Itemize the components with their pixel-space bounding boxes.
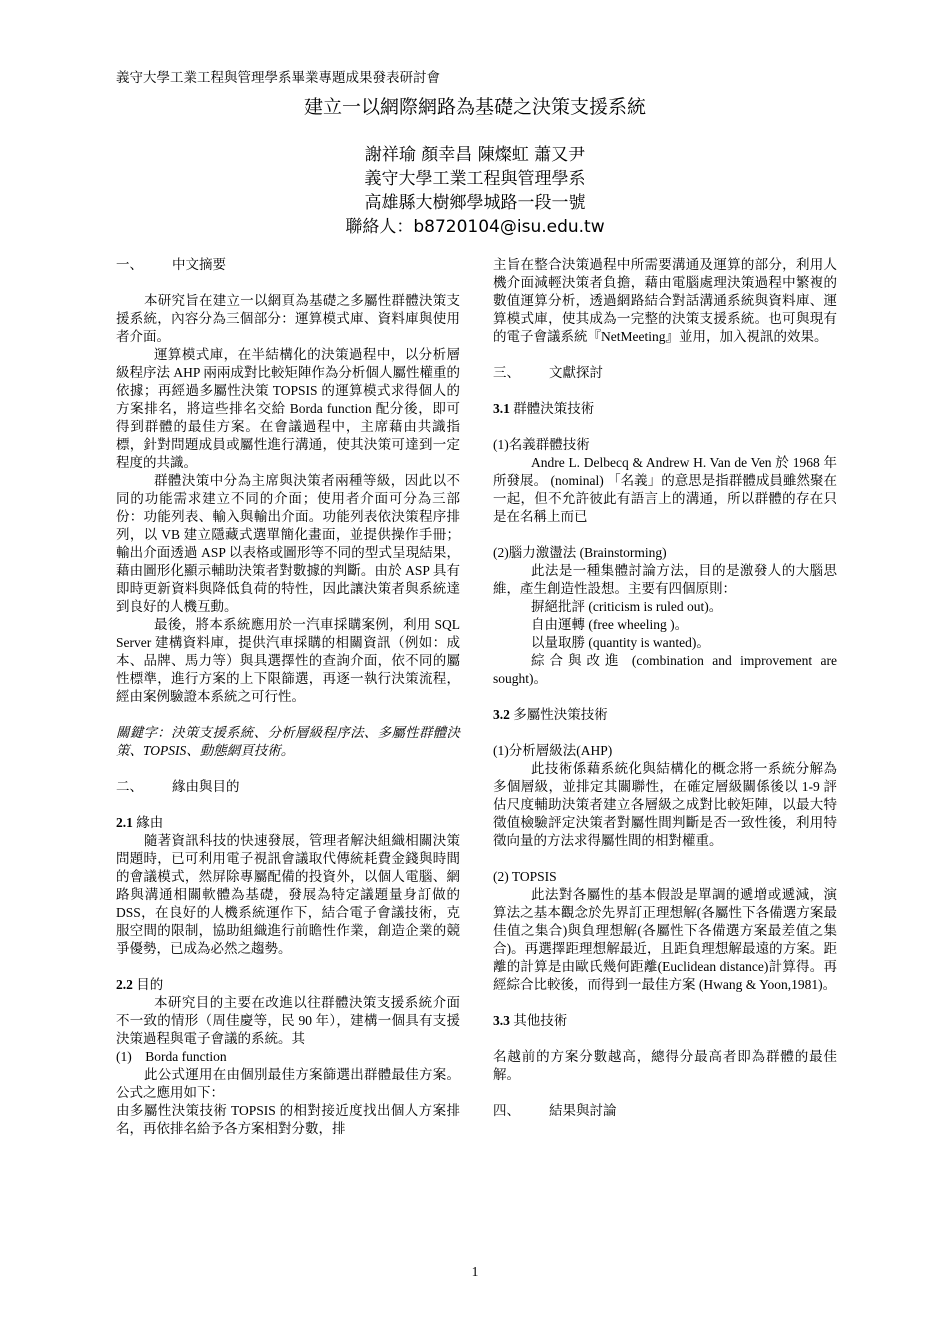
paragraph: 由多屬性決策技術 TOPSIS 的相對接近度找出個人方案排名，再依排名給予各方案相對分數，排 [116, 1103, 460, 1136]
subsection-heading: 2.1 緣由 [116, 815, 164, 830]
conference-header: 義守大學工業工程與管理學系畢業專題成果發表研討會 [116, 70, 440, 86]
paragraph: 此公式運用在由個別最佳方案篩選出群體最佳方案。公式之應用如下： [116, 1067, 460, 1100]
subsection-heading: 3.2 多屬性決策技術 [493, 707, 608, 722]
paragraph: 主旨在整合決策過程中所需要溝通及運算的部分，利用人機介面減輕決策者負擔，藉由電腦處理決策過程中繁複的數值運算分析，透過網路結合對話溝通系統與資料庫、運算模式庫，使其成為一完整的決策支援系統。也可與現有的電子會議系統『NetMeeting』並用，加入視訊的效果。 [493, 257, 837, 344]
paper-title: 建立一以網際網路為基礎之決策支援系統 [303, 96, 646, 118]
paragraph: 此技術係藉系統化與結構化的概念將一系統分解為多個層級，並排定其關聯性，在確定層級關係後以 1-9 評估尺度輔助決策者建立各層級之成對比較矩陣，以最大特徵值檢驗評定決策者對屬性間判斷是否一致性後，利用特徵向量的方法求得屬性間的相對權重。 [493, 761, 837, 848]
paragraph: 本研究旨在建立一以網頁為基礎之多屬性群體決策支援系統，內容分為三個部分：運算模式庫、資料庫與使用者介面。 [116, 293, 460, 344]
paragraph: 此法是一種集體討論方法，目的是激發人的大腦思維，產生創造性設想。主要有四個原則： [493, 563, 837, 596]
list-item: (1) Borda function [116, 1049, 227, 1064]
paragraph: 最後，將本系統應用於一汽車採購案例，利用 SQL Server 建構資料庫，提供汽車採購的相關資訊（例如：成本、品牌、馬力等）與具選擇性的查詢介面，依不同的屬性標準，進行方案的上下限篩選，再逐一執行決策流程，經由案例驗證本系統之可行性。 [116, 617, 460, 704]
paragraph: 本研究目的主要在改進以往群體決策支援系統介面不一致的情形（周佳慶等，民 90 年），建構一個具有支援決策過程與電子會議的系統。其 [116, 995, 460, 1046]
item-heading: (2) TOPSIS [493, 869, 557, 884]
paragraph: 群體決策中分為主席與決策者兩種等級，因此以不同的功能需求建立不同的介面；使用者介面可分為三部份：功能列表、輸入與輸出介面。功能列表依決策程序排列，以 VB 建立隱藏式選單簡化畫面，並提供操作手冊；輸出介面透過 ASP 以表格或圖形等不同的型式呈現結果，藉由圖形化顯示輔助決策者對數據的判斷。由於 ASP 具有即時更新資料與降低負荷的特性，因此讓決策者與系統達到良好的人機互動。 [116, 473, 460, 614]
item-heading: (2)腦力激盪法 (Brainstorming) [493, 545, 667, 560]
section-heading: 一、 中文摘要 [116, 257, 226, 273]
page-number: 1 [471, 1264, 479, 1279]
address: 高雄縣大樹鄉學城路一段一號 [364, 193, 586, 213]
section-heading: 四、 結果與討論 [493, 1103, 617, 1119]
item-heading: (1)名義群體技術 [493, 437, 590, 452]
contact: 聯絡人：b8720104@isu.edu.tw [345, 217, 605, 237]
keywords: 關鍵字：決策支援系統、分析層級程序法、多屬性群體決策、TOPSIS、動態網頁技術。 [116, 725, 460, 758]
section-heading: 三、 文獻探討 [493, 365, 603, 381]
list-item: 摒絕批評 (criticism is ruled out)。 [531, 599, 723, 614]
author-block [0, 143, 950, 239]
paragraph: 運算模式庫，在半結構化的決策過程中，以分析層級程序法 AHP 兩兩成對比較矩陣作為分析個人屬性權重的依據；再經過多屬性決策 TOPSIS 的運算模式求得個人的方案排名，將這些排名交給 Borda function 配分後，即可得到群體的最佳方案。在會議過程中，主席藉由共識指標，針對問題成員或屬性進行溝通，使其決策可達到一定程度的共識。 [116, 347, 460, 470]
paragraph: 隨著資訊科技的快速發展，管理者解決組織相關決策問題時，已可利用電子視訊會議取代傳統耗費金錢與時間的會議模式，然屏除專屬配備的投資外，以個人電腦、網路與溝通相關軟體為基礎，發展為特定議題量身訂做的 DSS，在良好的人機系統運作下，結合電子會議技術，克服空間的限制，協助組織進行前瞻性作業，創造企業的競爭優勢，已成為必然之趨勢。 [116, 833, 460, 956]
item-heading: (1)分析層級法(AHP) [493, 743, 613, 758]
list-item: 綜合與改進 (combination and improvement are sought)。 [493, 653, 837, 686]
list-item: 以量取勝 (quantity is wanted)。 [531, 635, 710, 650]
left-column [116, 256, 460, 1138]
list-item: 自由運轉 (free wheeling )。 [531, 617, 689, 632]
subsection-heading: 3.3 其他技術 [493, 1013, 568, 1028]
affiliation: 義守大學工業工程與管理學系 [364, 169, 586, 189]
paragraph: Andre L. Delbecq & Andrew H. Van de Ven 於 1968 年所發展。 (nominal) 「名義」的意思是指群體成員雖然聚在一起，但不允許彼此有語言上的溝通，所以群體的存在只是在名稱上而已 [493, 455, 837, 524]
paragraph: 名越前的方案分數越高，總得分最高者即為群體的最佳解。 [493, 1049, 837, 1082]
section-heading: 二、 緣由與目的 [116, 779, 240, 795]
paragraph: 此法對各屬性的基本假設是單調的遞增或遞減，演算法之基本觀念於先界訂正理想解(各屬性下各備選方案最佳值之集合)與負理想解(各屬性下各備選方案最差值之集合)。再選擇距理想解最近，且距負理想解最遠的方案。距離的計算是由歐氏幾何距離(Euclidean distance)計算得。再經綜合比較後，而得到一最佳方案 (Hwang & Yoon,1981)。 [493, 887, 837, 992]
subsection-heading: 3.1 群體決策技術 [493, 401, 595, 416]
right-column [493, 256, 837, 1120]
subsection-heading: 2.2 目的 [116, 977, 164, 992]
author-names: 謝祥瑜 顏幸昌 陳燦虹 蕭又尹 [364, 145, 586, 165]
